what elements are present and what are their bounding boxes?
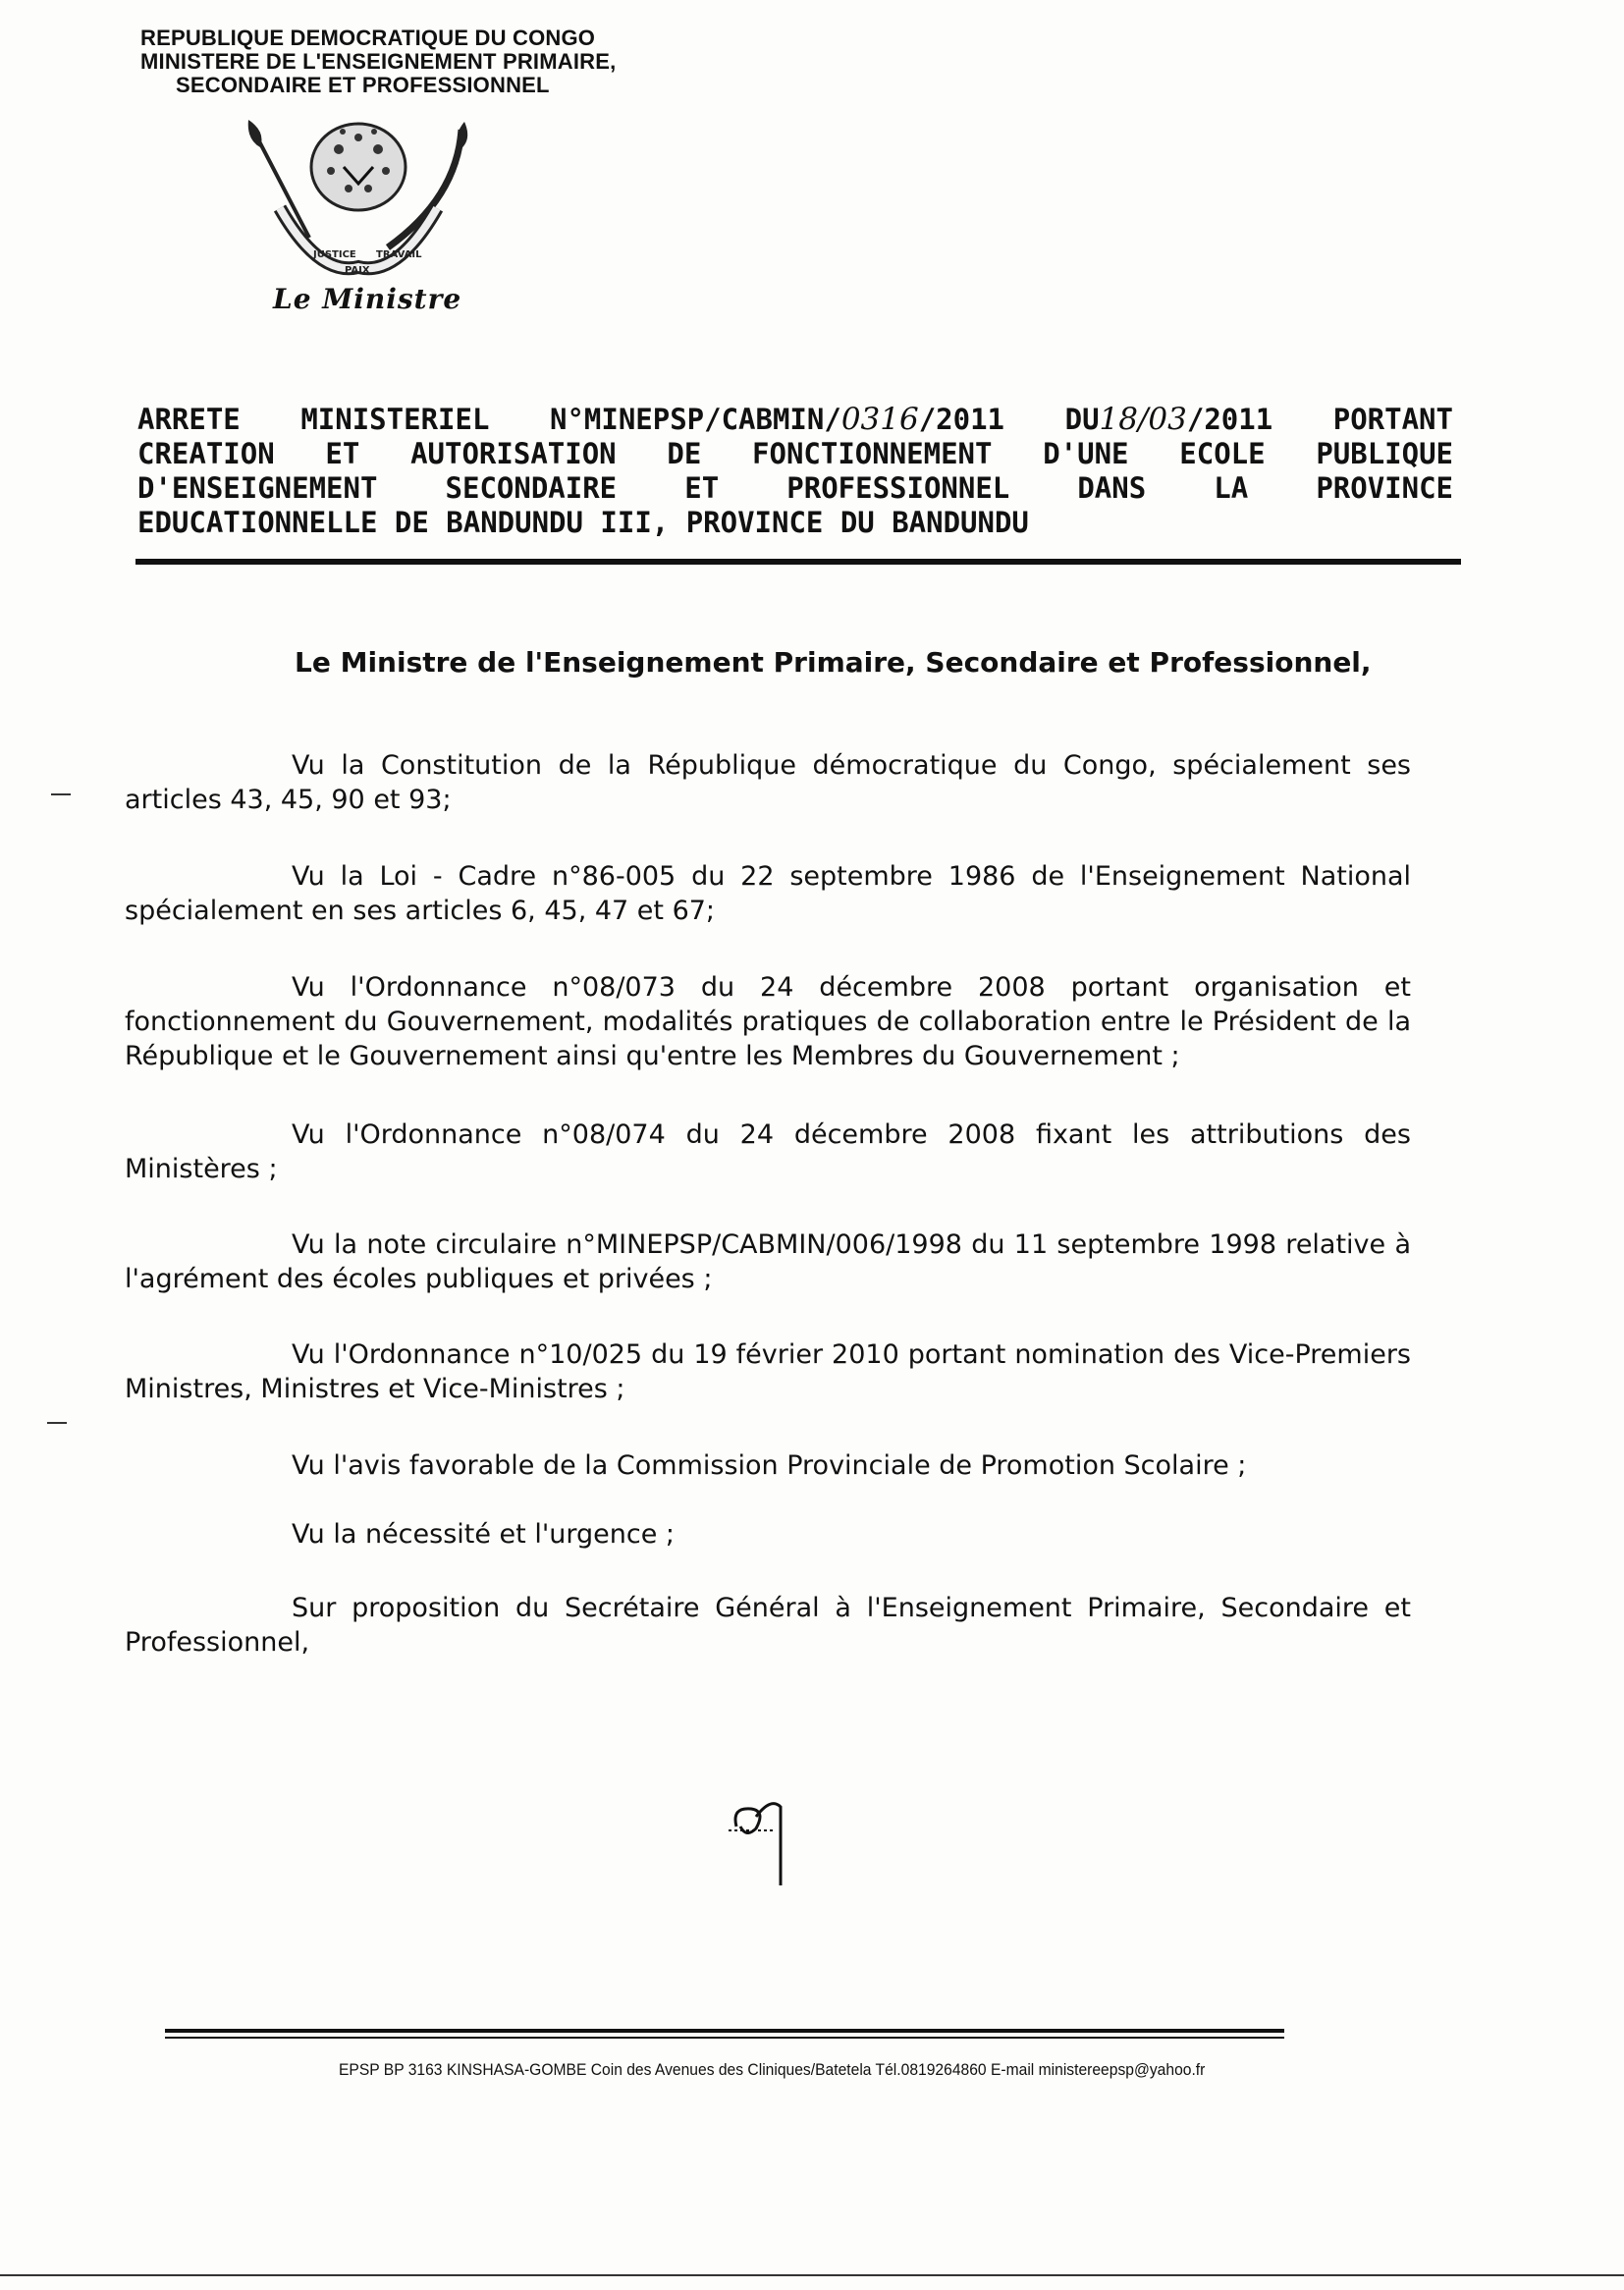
- margin-mark: [51, 793, 71, 795]
- margin-mark: [47, 1422, 67, 1424]
- footer-address: EPSP BP 3163 KINSHASA-GOMBE Coin des Avenues des Cliniques/Batetela Tél.0819264860 E-mail ministereepsp@yahoo.fr: [339, 2060, 1206, 2079]
- title-line3: D'ENSEIGNEMENT SECONDAIRE ET PROFESSIONNEL DANS LA PROVINCE: [137, 471, 1453, 505]
- svg-text:PAIX: PAIX: [345, 265, 370, 276]
- scan-edge-line: [0, 2274, 1624, 2276]
- title-line1: ARRETE MINISTERIEL N°MINEPSP/CABMIN/0316/2011 DU18/03/2011 PORTANT: [137, 402, 1453, 437]
- consideration-3: Vu l'Ordonnance n°08/073 du 24 décembre 2008 portant organisation et fonctionnement du Gouvernement, modalités pratiques de collaboration entre le Président de la République et le Gouvernement ainsi qu'entre les Membres du Gouvernement ;: [125, 972, 1411, 1071]
- consideration-2: Vu la Loi - Cadre n°86-005 du 22 septembre 1986 de l'Enseignement National spécialement en ses articles 6, 45, 47 et 67;: [125, 861, 1411, 926]
- signature-title: Le Ministre: [273, 283, 462, 315]
- consideration-4: Vu l'Ordonnance n°08/074 du 24 décembre 2008 fixant les attributions des Ministères ;: [125, 1119, 1411, 1184]
- decree-title: [137, 403, 1453, 540]
- consideration-6: Vu l'Ordonnance n°10/025 du 19 février 2010 portant nomination des Vice-Premiers Ministres, Ministres et Vice-Ministres ;: [125, 1339, 1411, 1404]
- ministry-name-line2: SECONDAIRE ET PROFESSIONNEL: [176, 73, 550, 97]
- consideration-9: Sur proposition du Secrétaire Général à l'Enseignement Primaire, Secondaire et Professionnel,: [125, 1593, 1411, 1658]
- consideration-7: Vu l'avis favorable de la Commission Provinciale de Promotion Scolaire ;: [292, 1450, 1247, 1481]
- handwritten-initials: [727, 1787, 825, 1895]
- handwritten-number: 0316: [840, 402, 919, 437]
- footer-rule-thin: [165, 2037, 1284, 2039]
- coat-of-arms-icon: [241, 110, 476, 287]
- issuing-authority: Le Ministre de l'Enseignement Primaire, Secondaire et Professionnel,: [295, 646, 1372, 679]
- footer-rule: [165, 2029, 1284, 2033]
- title-rule: [135, 559, 1461, 565]
- consideration-1: Vu la Constitution de la République démocratique du Congo, spécialement ses articles 43, 45, 90 et 93;: [125, 750, 1411, 815]
- title-line4: EDUCATIONNELLE DE BANDUNDU III, PROVINCE DU BANDUNDU: [137, 506, 1029, 539]
- handwritten-date: 18/03: [1099, 402, 1187, 437]
- svg-text:TRAVAIL: TRAVAIL: [376, 249, 422, 260]
- title-line2: CREATION ET AUTORISATION DE FONCTIONNEMENT D'UNE ECOLE PUBLIQUE: [137, 437, 1453, 470]
- consideration-5: Vu la note circulaire n°MINEPSP/CABMIN/006/1998 du 11 septembre 1998 relative à l'agrément des écoles publiques et privées ;: [125, 1229, 1411, 1294]
- consideration-8: Vu la nécessité et l'urgence ;: [292, 1519, 675, 1550]
- country-name: REPUBLIQUE DEMOCRATIQUE DU CONGO: [140, 26, 596, 50]
- svg-text:JUSTICE: JUSTICE: [313, 249, 356, 260]
- ministry-name-line1: MINISTERE DE L'ENSEIGNEMENT PRIMAIRE,: [140, 49, 617, 74]
- letterhead: [140, 27, 690, 97]
